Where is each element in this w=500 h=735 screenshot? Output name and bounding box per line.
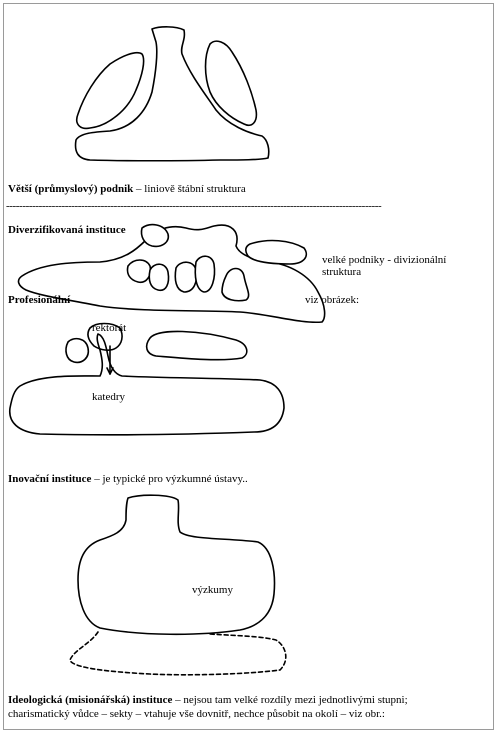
research-shape [78,495,274,634]
staff-left-shape [77,53,144,129]
staff-right-shape [206,41,257,125]
research-label: výzkumy [192,584,233,596]
diversified-note-2: struktura [322,266,362,278]
innovation-title: Inovační instituce [8,473,92,485]
innovation-line [8,473,248,486]
small-left-box [66,339,88,363]
professional-title: Profesionální [8,294,71,306]
ideological-desc-1: – nejsou tam velké rozdíly mezi jednotlivými stupni; [175,694,408,706]
division-unit-4 [195,256,214,292]
large-company-desc: – liniově štábní struktura [136,183,246,195]
professional-title-fragment [8,294,70,307]
ideological-line-2: charismatický vůdce – sekty – vtahuje vše dovnitř, nechce působit na okolí – viz obr.: [8,708,385,720]
professional-desc-fragment: viz obrázek: [305,294,360,306]
division-box-2 [246,241,306,264]
diversified-line [8,224,126,237]
diversified-title: Diverzifikovaná instituce [8,224,126,236]
large-company-title: Větší (průmyslový) podnik [8,183,134,195]
ideological-line-1 [8,694,408,707]
division-box-1 [141,225,168,247]
division-unit-2 [149,264,168,290]
diversified-base-shape [19,225,325,322]
innovation-desc: – je typické pro výzkumné ústavy.. [94,473,248,485]
line-staff-shape [76,27,269,161]
diversified-note-1: velké podniky - divizionální [322,254,447,266]
support-box [147,331,247,359]
separator-line: ------------------------------------------------------------------------------------------------------------------- [6,200,382,212]
rektorat-label: rektorát [92,322,127,334]
katedry-label: katedry [92,391,125,403]
dashed-outline [70,632,286,675]
division-unit-3 [175,262,196,292]
large-company-line [8,183,246,196]
division-unit-1 [127,260,150,282]
ideological-title: Ideologická (misionářská) instituce [8,694,173,706]
